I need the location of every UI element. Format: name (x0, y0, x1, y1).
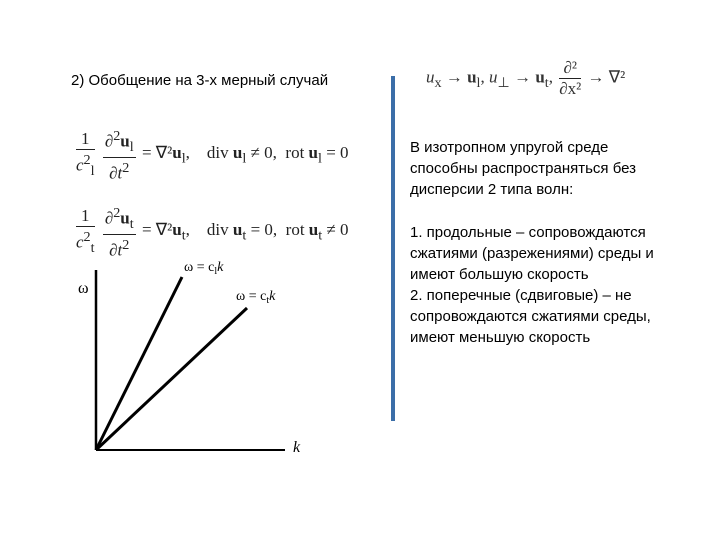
intro-text: В изотропном упругой среде способны распространяться без дисперсии 2 типа волн: (410, 139, 637, 198)
wave-types-list: 1. продольные – сопровождаются сжатиями (разрежениями) среды и имеют большую скорость 2. поперечные (сдвиговые) – не сопровождаются сжатиями среды, имеют меньшую скорость (410, 224, 654, 346)
transverse-wave-equation: $\frac{1}{c^2_t}$ $\frac{\partial^2u_t}{\partial t^2}$ = $\nabla^2u_t$, div $u_t = 0$, rot $u_t \ne 0$ (76, 205, 349, 260)
vertical-divider (391, 76, 395, 421)
section-heading: 2) Обобщение на 3-х мерный случай (71, 72, 329, 89)
transverse-line (96, 308, 247, 450)
top-formula: $u_x \to u_l$, $u_\perp \to u_t$, $\frac{\text{∂²}}{\text{∂x²}}$ → ∇² (426, 58, 626, 98)
longitudinal-wave-equation: $\frac{1}{c^2_l}$ $\frac{\partial^2u_l}{\partial t^2}$ = $\nabla^2u_l$, div $u_l \ne 0$, rot $u_l = 0$ (76, 128, 349, 183)
longitudinal-line (96, 277, 182, 450)
x-axis-label: k (293, 439, 301, 456)
y-axis-label: ω (78, 280, 89, 297)
transverse-line-label: $\omega = c_tk$ (236, 289, 276, 306)
longitudinal-line-label: $\omega = c_lk$ (184, 260, 224, 277)
